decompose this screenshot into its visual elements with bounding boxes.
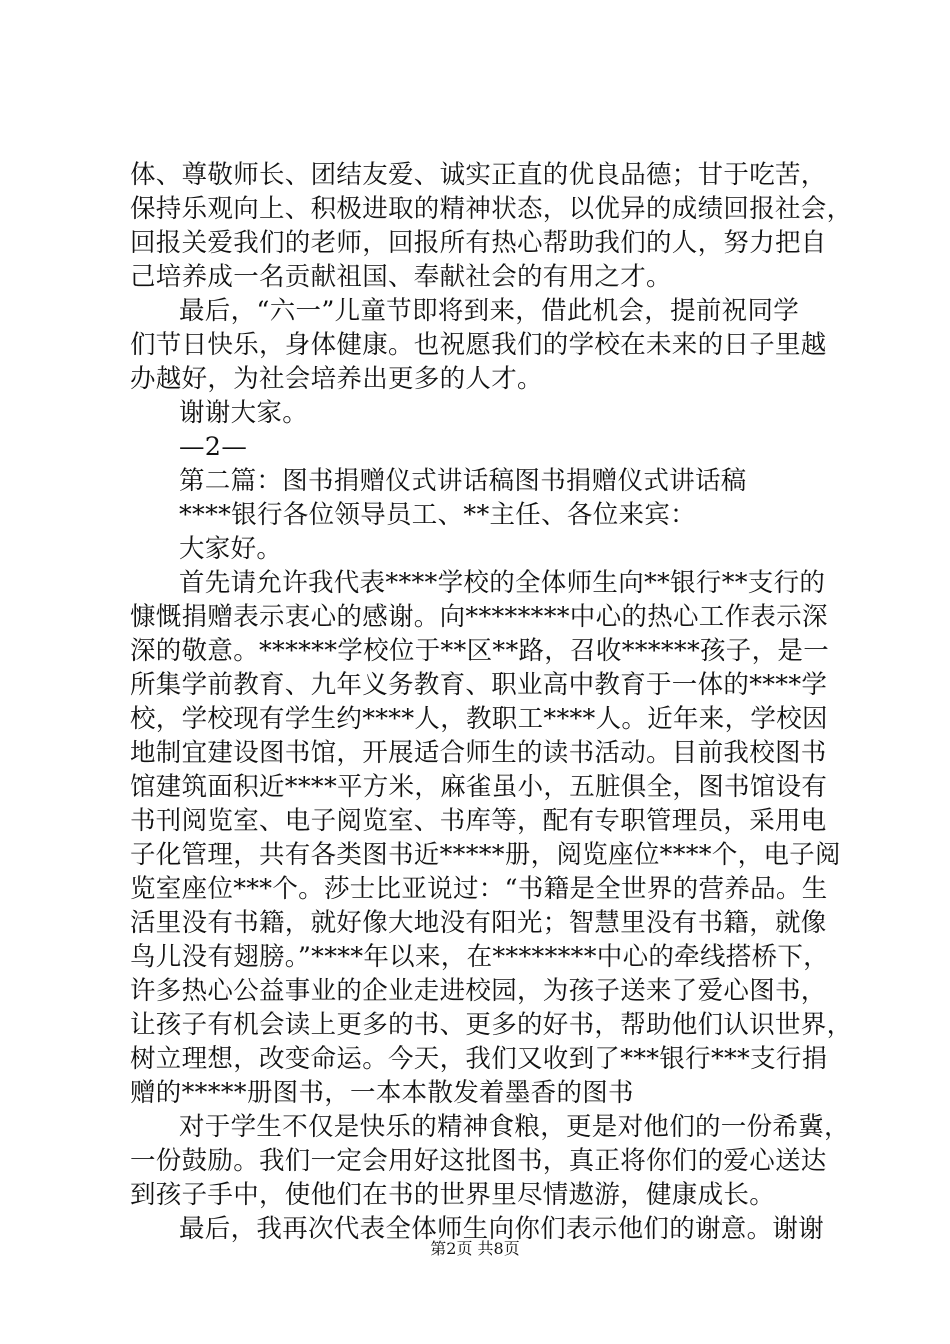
salutation-line: ****银行各位领导员工、**主任、各位来宾：	[179, 500, 696, 530]
text-line: 最后，我再次代表全体师生向你们表示他们的谢意。谢谢	[179, 1214, 825, 1244]
text-line: 地制宜建设图书馆，开展适合师生的读书活动。目前我校图书	[130, 738, 827, 768]
text-line: 回报关爱我们的老师，回报所有热心帮助我们的人，努力把自	[130, 228, 827, 258]
text-line: 体、尊敬师长、团结友爱、诚实正直的优良品德；甘于吃苦，	[130, 160, 827, 190]
text-line: 览室座位***个。莎士比亚说过：“书籍是全世界的营养品。生	[130, 874, 828, 904]
text-line: 活里没有书籍，就好像大地没有阳光；智慧里没有书籍，就像	[130, 908, 827, 938]
text-line: 到孩子手中，使他们在书的世界里尽情遨游，健康成长。	[130, 1180, 776, 1210]
text-line: 赠的*****册图书，一本本散发着墨香的图书	[130, 1078, 634, 1108]
text-line: 保持乐观向上、积极进取的精神状态，以优异的成绩回报社会，	[130, 194, 853, 224]
text-line: 树立理想，改变命运。今天，我们又收到了***银行***支行捐	[130, 1044, 828, 1074]
text-line: 馆建筑面积近****平方米，麻雀虽小，五脏俱全，图书馆设有	[130, 772, 828, 802]
text-line: 鸟儿没有翅膀。”****年以来，在********中心的牵线搭桥下，	[130, 942, 829, 972]
text-line: 慷慨捐赠表示衷心的感谢。向********中心的热心工作表示深	[130, 602, 828, 632]
text-line: 许多热心公益事业的企业走进校园，为孩子送来了爱心图书，	[130, 976, 827, 1006]
text-line: 谢谢大家。	[179, 398, 309, 428]
text-line: 最后，“六一”儿童节即将到来，借此机会，提前祝同学	[179, 296, 800, 326]
page-marker: —2—	[179, 432, 248, 462]
greeting-line: 大家好。	[179, 534, 283, 564]
text-line: 校，学校现有学生约****人，教职工****人。近年来，学校因	[130, 704, 828, 734]
text-line: 一份鼓励。我们一定会用好这批图书，真正将你们的爱心送达	[130, 1146, 827, 1176]
section-heading: 第二篇：图书捐赠仪式讲话稿图书捐赠仪式讲话稿	[179, 466, 747, 496]
text-line: 们节日快乐，身体健康。也祝愿我们的学校在未来的日子里越	[130, 330, 827, 360]
text-line: 子化管理，共有各类图书近*****册，阅览座位****个，电子阅	[130, 840, 841, 870]
text-line: 所集学前教育、九年义务教育、职业高中教育于一体的****学	[130, 670, 828, 700]
page-footer: 第2页 共8页	[430, 1239, 520, 1258]
text-line: 让孩子有机会读上更多的书、更多的好书，帮助他们认识世界，	[130, 1010, 853, 1040]
text-line: 对于学生不仅是快乐的精神食粮，更是对他们的一份希冀，	[179, 1112, 850, 1142]
text-line: 己培养成一名贡献祖国、奉献社会的有用之才。	[130, 262, 672, 292]
text-line: 深的敬意。******学校位于**区**路，召收******孩子，是一	[130, 636, 830, 666]
text-line: 书刊阅览室、电子阅览室、书库等，配有专职管理员，采用电	[130, 806, 827, 836]
text-line: 办越好，为社会培养出更多的人才。	[130, 364, 543, 394]
text-line: 首先请允许我代表****学校的全体师生向**银行**支行的	[179, 568, 826, 598]
